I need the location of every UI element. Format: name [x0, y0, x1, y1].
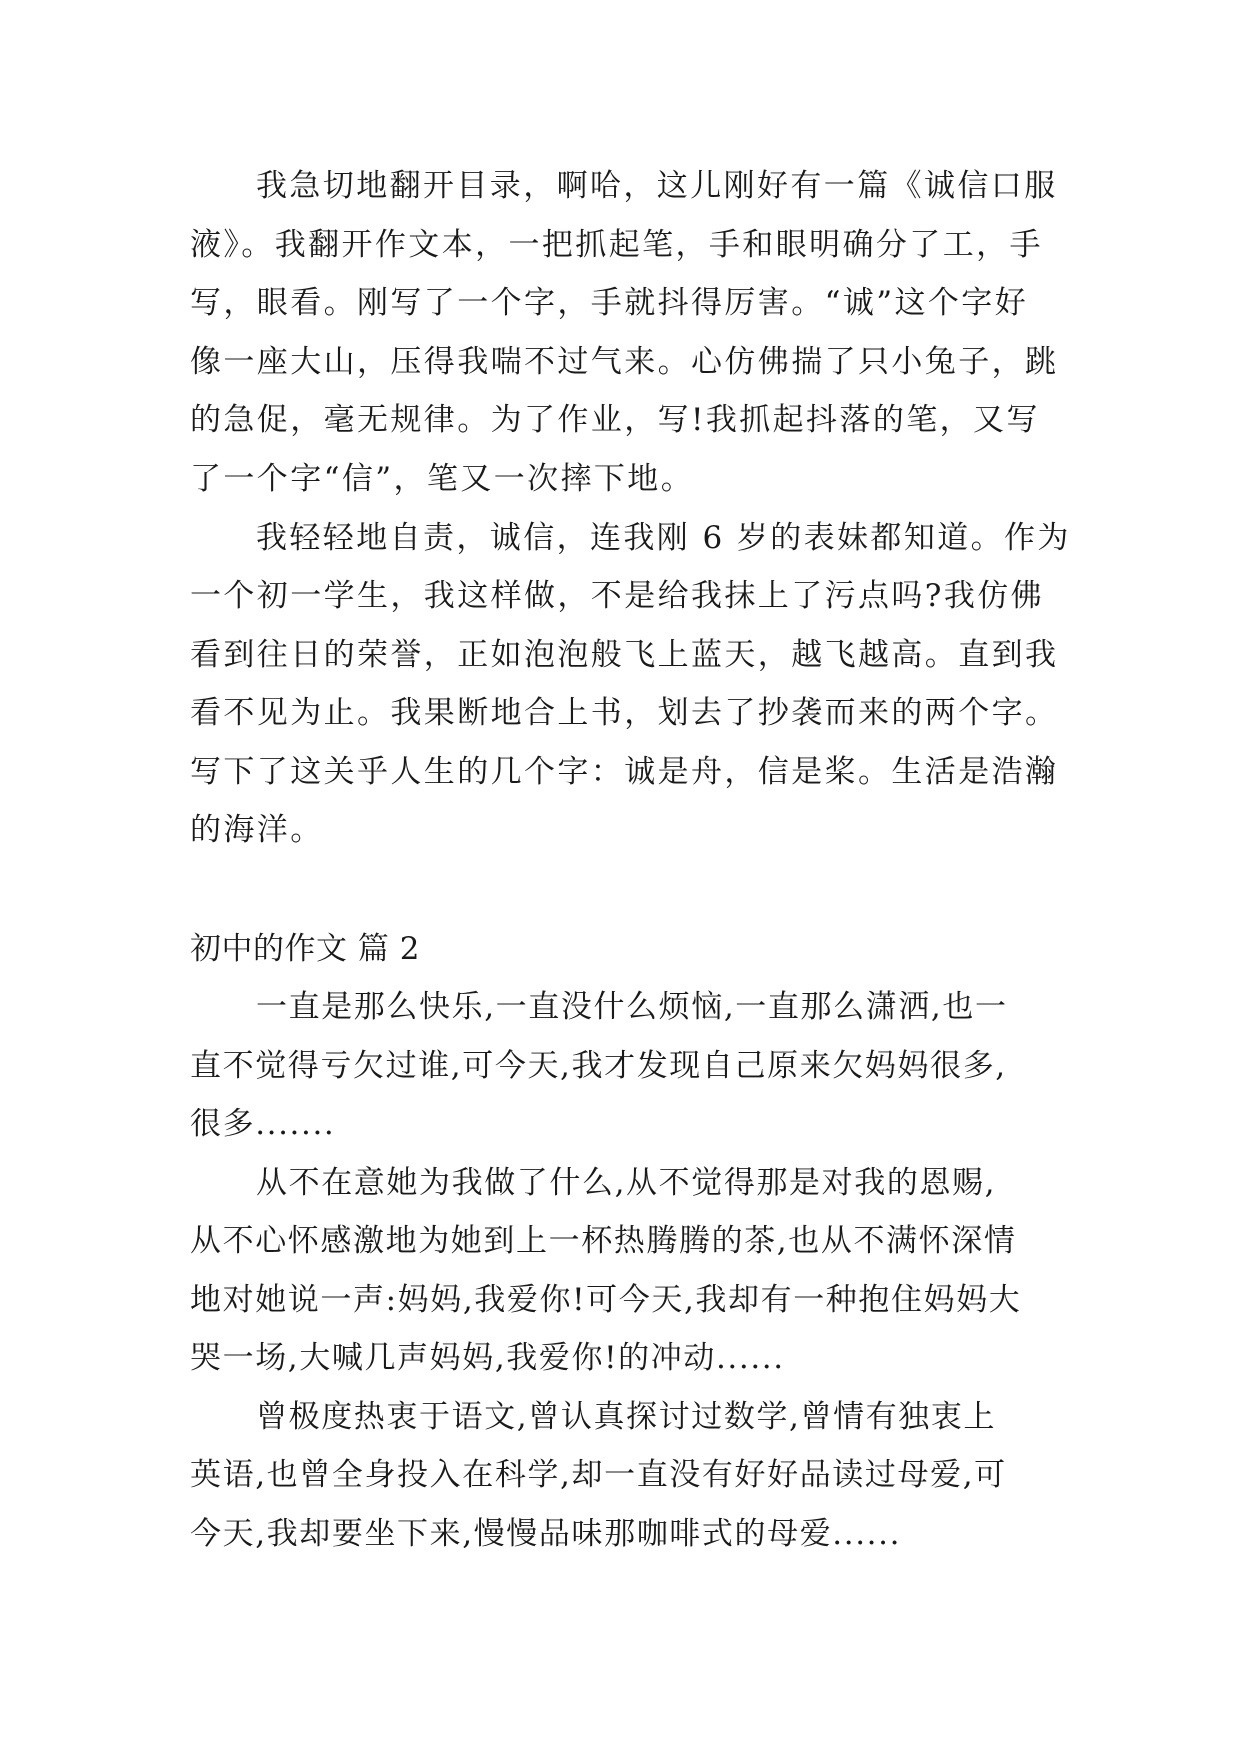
paragraph-line: 很多.......	[190, 1106, 336, 1142]
paragraph-line: 一个初一学生，我这样做，不是给我抹上了污点吗?我仿佛	[190, 578, 1045, 614]
paragraph-line: 我急切地翻开目录，啊哈，这儿刚好有一篇《诚信口服	[256, 168, 1058, 204]
paragraph-line: 看到往日的荣誉，正如泡泡般飞上蓝天，越飞越高。直到我	[190, 637, 1059, 673]
paragraph-line: 了一个字“信”，笔又一次摔下地。	[190, 461, 695, 497]
paragraph-line: 地对她说一声:妈妈,我爱你!可今天,我却有一种抱住妈妈大	[190, 1282, 1022, 1318]
paragraph-line: 我轻轻地自责，诚信，连我刚 6 岁的表妹都知道。作为	[256, 520, 1071, 556]
paragraph-line: 写下了这关乎人生的几个字：诚是舟，信是桨。生活是浩瀚	[190, 754, 1059, 790]
paragraph-line: 写，眼看。刚写了一个字，手就抖得厉害。“诚”这个字好	[190, 285, 1029, 321]
paragraph-line: 直不觉得亏欠过谁,可今天,我才发现自己原来欠妈妈很多,	[190, 1048, 1007, 1084]
paragraph-line: 液》。我翻开作文本，一把抓起笔，手和眼明确分了工，手	[190, 227, 1043, 263]
paragraph-line: 像一座大山，压得我喘不过气来。心仿佛揣了只小兔子，跳	[190, 344, 1059, 380]
paragraph-line: 哭一场,大喊几声妈妈,我爱你!的冲动......	[190, 1340, 785, 1376]
paragraph-line: 一直是那么快乐,一直没什么烦恼,一直那么潇洒,也一	[256, 989, 1008, 1025]
paragraph-line: 的海洋。	[190, 812, 324, 848]
paragraph-line: 的急促，毫无规律。为了作业，写!我抓起抖落的笔，又写	[190, 402, 1040, 438]
paragraph-line: 从不在意她为我做了什么,从不觉得那是对我的恩赐,	[256, 1165, 997, 1201]
paragraph-line: 从不心怀感激地为她到上一杯热腾腾的茶,也从不满怀深情	[190, 1223, 1017, 1259]
section-heading: 初中的作文 篇 2	[190, 931, 420, 967]
paragraph-line: 今天,我却要坐下来,慢慢品味那咖啡式的母爱......	[190, 1516, 902, 1552]
paragraph-line: 曾极度热衷于语文,曾认真探讨过数学,曾情有独衷上	[256, 1399, 997, 1435]
paragraph-line: 看不见为止。我果断地合上书，划去了抄袭而来的两个字。	[190, 695, 1059, 731]
paragraph-line: 英语,也曾全身投入在科学,却一直没有好好品读过母爱,可	[190, 1457, 1007, 1493]
